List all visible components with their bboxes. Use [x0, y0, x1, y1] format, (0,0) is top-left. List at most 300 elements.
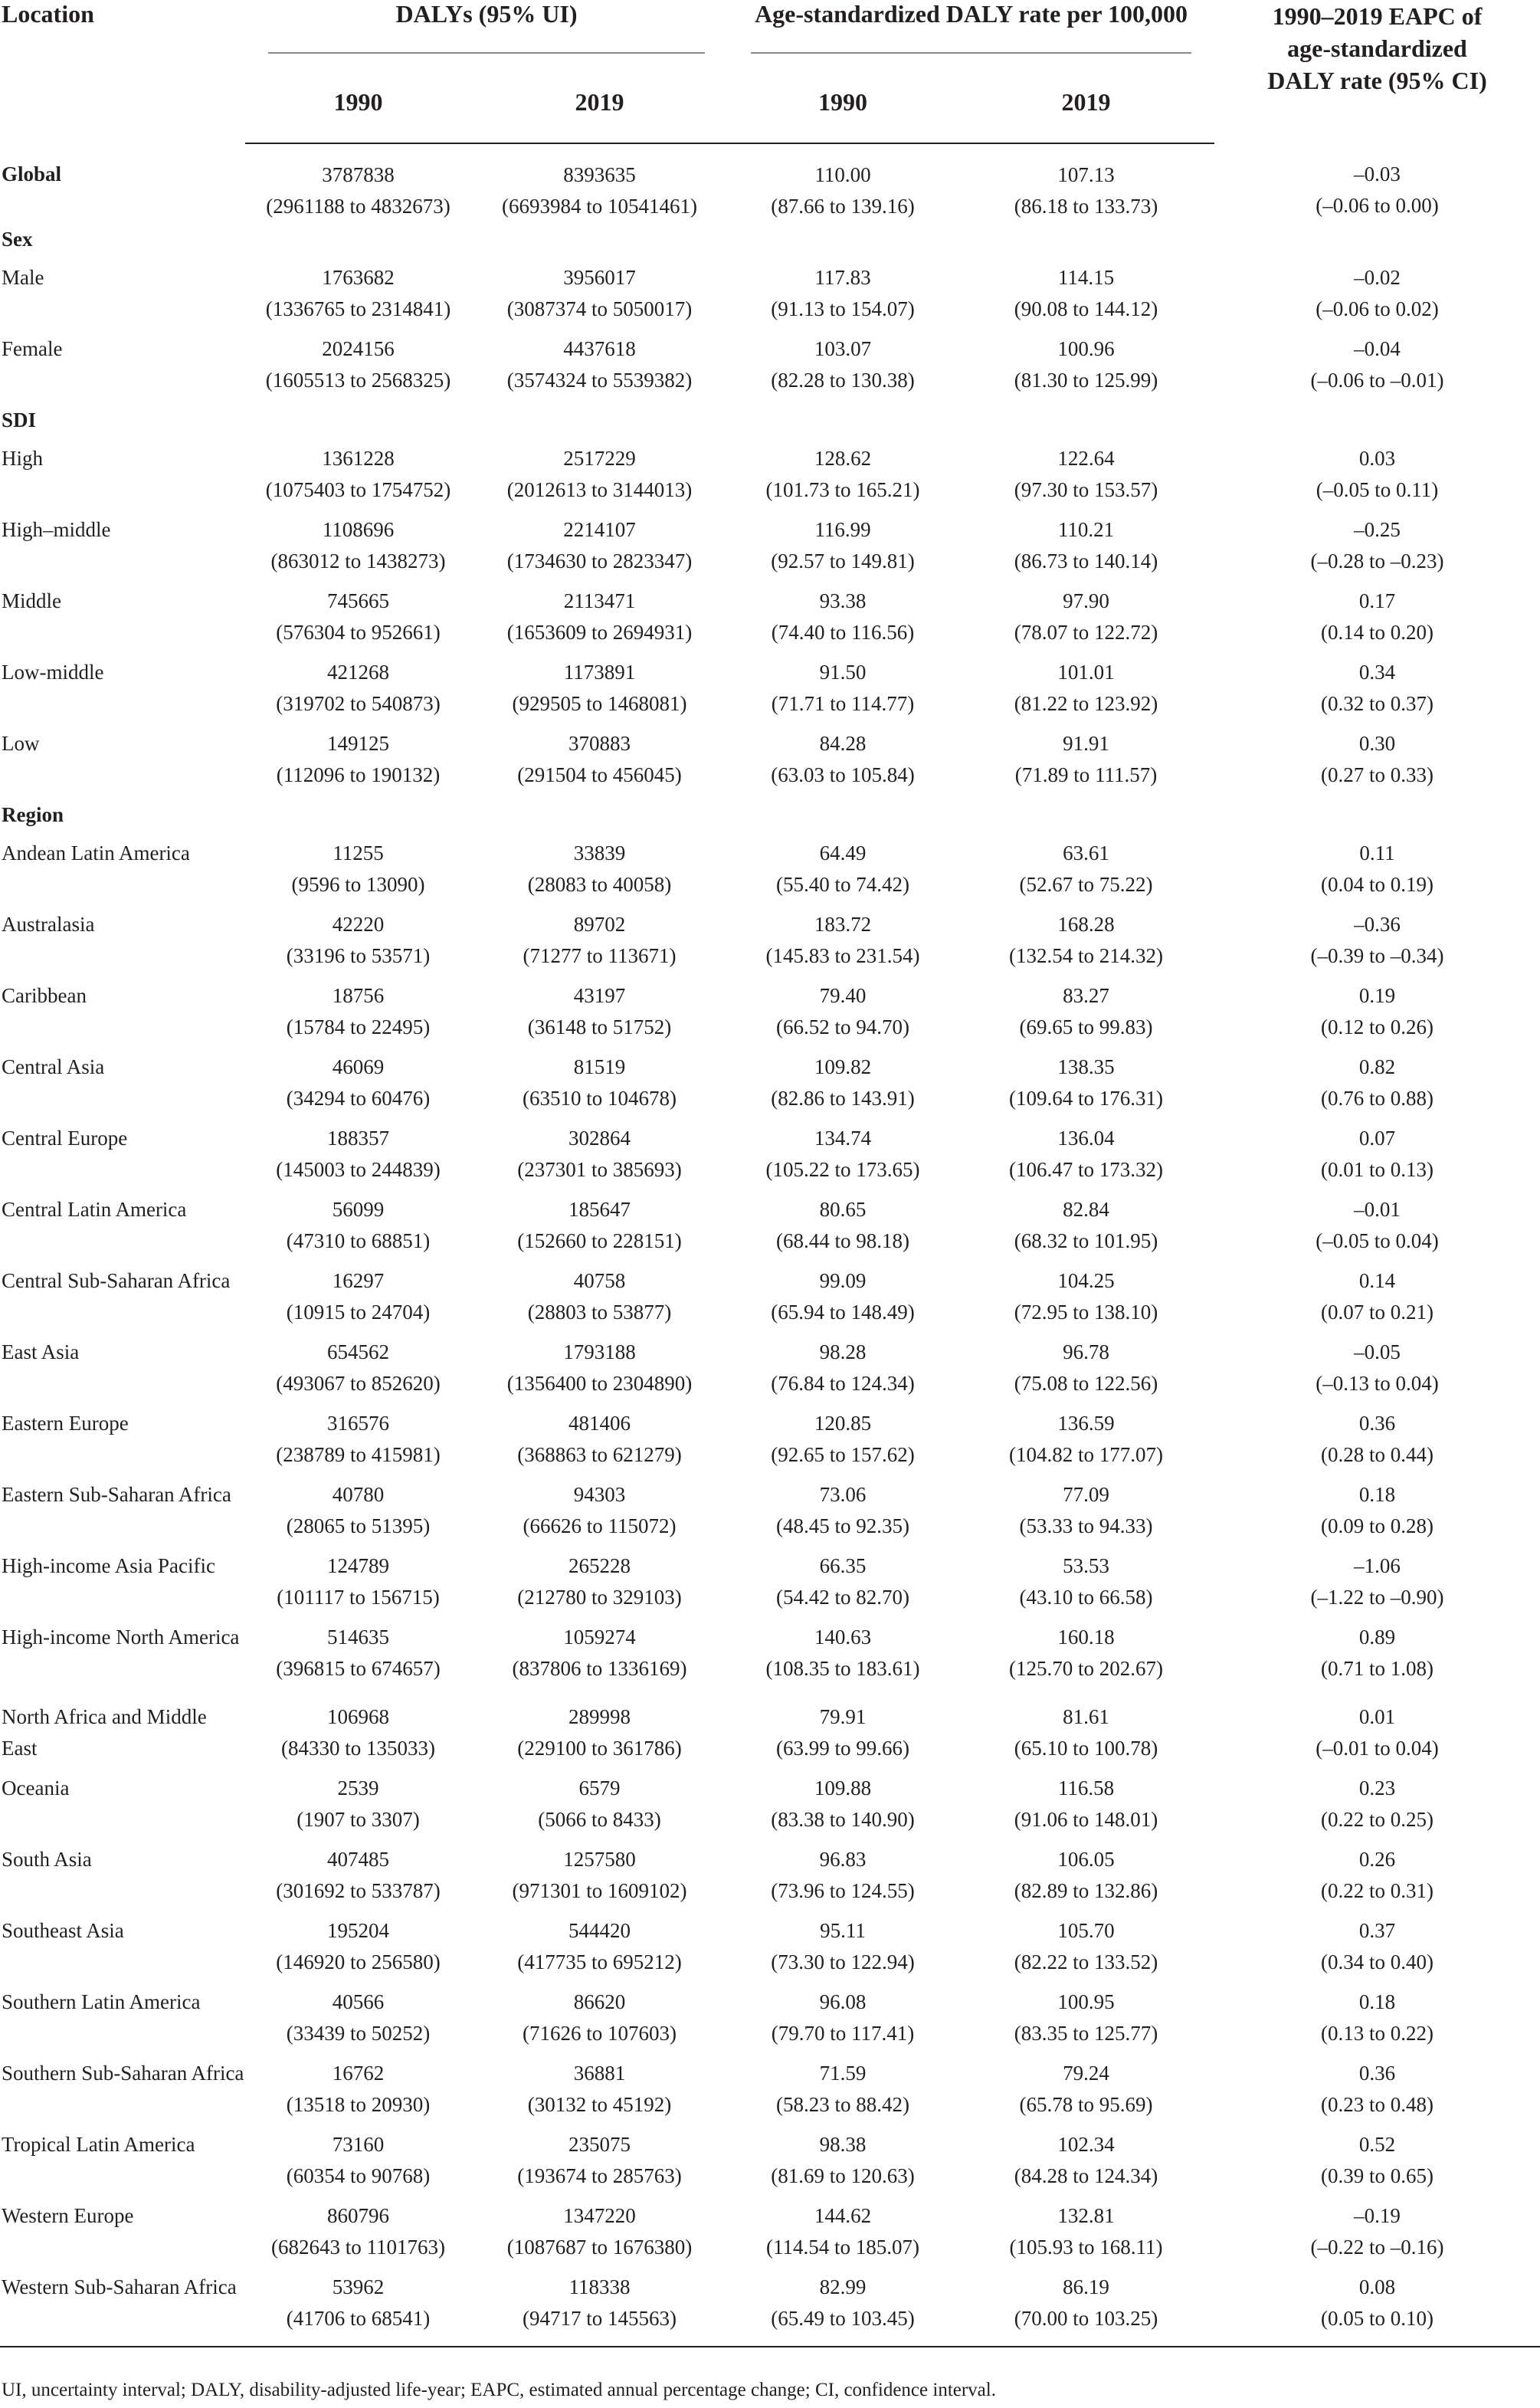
value: 83.27 — [1063, 984, 1109, 1007]
dalys-2019-cell — [471, 2200, 728, 2272]
interval: (92.57 to 149.81) — [771, 550, 915, 572]
interval: (9596 to 13090) — [291, 873, 425, 896]
interval: (108.35 to 183.61) — [765, 1657, 920, 1680]
value: 101.01 — [1057, 661, 1115, 684]
interval: (76.84 to 124.34) — [771, 1372, 915, 1395]
interval: (91.06 to 148.01) — [1014, 1808, 1158, 1831]
interval: (33196 to 53571) — [286, 944, 431, 967]
interval: (2961188 to 4832673) — [266, 195, 451, 218]
location-cell: East Asia — [2, 1340, 80, 1363]
rate-1990-cell — [728, 1479, 958, 1550]
interval: (73.96 to 124.55) — [771, 1879, 915, 1902]
header-rate-group: Age-standardized DALY rate per 100,000 — [728, 0, 1214, 54]
interval: (3574324 to 5539382) — [506, 369, 693, 392]
value: 128.62 — [814, 447, 872, 470]
rate-1990-cell — [728, 980, 958, 1051]
eapc-cell — [1214, 1844, 1540, 1915]
table-row — [0, 1773, 1540, 1844]
value: 481406 — [568, 1412, 631, 1435]
value: 95.11 — [820, 1919, 866, 1942]
value: 745665 — [327, 589, 389, 612]
dalys-1990-cell — [245, 1986, 471, 2058]
value: 2113471 — [563, 589, 636, 612]
value: 0.23 — [1358, 1776, 1396, 1799]
spacer-row — [0, 1693, 1540, 1701]
value: 107.13 — [1057, 163, 1115, 186]
eapc-cell — [1214, 1986, 1540, 2058]
value: 544420 — [568, 1919, 631, 1942]
value: 185647 — [568, 1198, 631, 1221]
eapc-cell — [1214, 1051, 1540, 1123]
interval: (0.22 to 0.25) — [1321, 1808, 1434, 1831]
location-cell: Caribbean — [2, 984, 87, 1007]
value: 124789 — [327, 1554, 389, 1577]
eapc-cell — [1214, 1622, 1540, 1693]
interval: (–0.06 to 0.00) — [1316, 194, 1439, 217]
table-row — [0, 1915, 1540, 1986]
value: 6579 — [578, 1776, 621, 1799]
rate-1990-cell — [728, 1550, 958, 1622]
interval: (0.13 to 0.22) — [1321, 2022, 1434, 2045]
dalys-2019-cell — [471, 2272, 728, 2347]
interval: (78.07 to 122.72) — [1014, 621, 1158, 644]
rate-1990-cell — [728, 728, 958, 799]
interval: (84.28 to 124.34) — [1014, 2164, 1158, 2187]
interval: (1087687 to 1676380) — [506, 2236, 693, 2259]
rate-1990-cell — [728, 1622, 958, 1693]
dalys-2019-cell — [471, 1844, 728, 1915]
value: 109.82 — [814, 1055, 872, 1078]
table-row — [0, 1194, 1540, 1265]
eapc-cell — [1214, 333, 1540, 405]
interval: (34294 to 60476) — [286, 1087, 431, 1110]
interval: (3087374 to 5050017) — [506, 297, 693, 320]
rate-2019-cell — [958, 2058, 1214, 2129]
table-row — [0, 1051, 1540, 1123]
dalys-2019-cell — [471, 1051, 728, 1123]
eapc-cell — [1214, 1194, 1540, 1265]
value: 0.17 — [1358, 589, 1396, 612]
interval: (368863 to 621279) — [517, 1443, 682, 1466]
interval: (–0.39 to –0.34) — [1310, 944, 1444, 967]
interval: (86.18 to 133.73) — [1014, 195, 1158, 218]
interval: (1356400 to 2304890) — [506, 1372, 693, 1395]
value: 860796 — [327, 2204, 389, 2227]
dalys-2019-cell — [471, 1479, 728, 1550]
value: 1763682 — [322, 266, 395, 289]
value: 8393635 — [563, 163, 636, 186]
dalys-1990-cell — [245, 1701, 471, 1773]
dalys-2019-cell — [471, 443, 728, 514]
interval: (86.73 to 140.14) — [1014, 550, 1158, 572]
value: 421268 — [327, 661, 389, 684]
eapc-cell — [1214, 2129, 1540, 2200]
value: 0.30 — [1358, 732, 1396, 755]
dalys-2019-cell — [471, 909, 728, 980]
interval: (71626 to 107603) — [523, 2022, 677, 2045]
interval: (66626 to 115072) — [523, 1514, 677, 1537]
location-cell: High-income Asia Pacific — [2, 1554, 215, 1577]
interval: (0.71 to 1.08) — [1321, 1657, 1434, 1680]
interval: (1336765 to 2314841) — [265, 297, 451, 320]
interval: (417735 to 695212) — [517, 1950, 682, 1973]
interval: (152660 to 228151) — [517, 1229, 682, 1252]
interval: (5066 to 8433) — [538, 1808, 661, 1831]
interval: (109.64 to 176.31) — [1009, 1087, 1163, 1110]
interval: (0.32 to 0.37) — [1321, 692, 1434, 715]
interval: (43.10 to 66.58) — [1019, 1586, 1153, 1609]
rate-2019-cell — [958, 1479, 1214, 1550]
interval: (0.28 to 0.44) — [1321, 1443, 1434, 1466]
interval: (33439 to 50252) — [286, 2022, 431, 2045]
rate-1990-cell — [728, 1194, 958, 1265]
interval: (929505 to 1468081) — [512, 692, 687, 715]
dalys-1990-cell — [245, 2272, 471, 2347]
location-cell: Western Sub-Saharan Africa — [0, 2272, 245, 2347]
value: –0.36 — [1354, 913, 1401, 936]
interval: (576304 to 952661) — [276, 621, 441, 644]
interval: (1653609 to 2694931) — [506, 621, 693, 644]
value: 97.90 — [1063, 589, 1109, 612]
location-cell: Low — [2, 732, 40, 755]
value: 106968 — [327, 1705, 389, 1728]
location-cell: High–middle — [2, 518, 111, 541]
value: 73.06 — [819, 1483, 867, 1506]
location-cell: Central Latin America — [2, 1198, 187, 1221]
header-rate-1990: 1990 — [728, 54, 958, 143]
value: 64.49 — [819, 841, 867, 864]
value: 0.19 — [1358, 984, 1396, 1007]
value: 86620 — [573, 1990, 626, 2013]
value: 3787838 — [322, 163, 395, 186]
rate-2019-cell — [958, 1622, 1214, 1693]
interval: (71277 to 113671) — [523, 944, 677, 967]
eapc-cell — [1214, 586, 1540, 657]
dalys-2019-cell — [471, 2129, 728, 2200]
interval: (60354 to 90768) — [286, 2164, 431, 2187]
section-label: SDI — [2, 408, 37, 431]
value: 43197 — [573, 984, 626, 1007]
table-row — [0, 333, 1540, 405]
value: 116.99 — [814, 518, 871, 541]
value: 114.15 — [1057, 266, 1115, 289]
interval: (0.76 to 0.88) — [1321, 1087, 1434, 1110]
value: 183.72 — [814, 913, 872, 936]
value: 117.83 — [814, 266, 871, 289]
interval: (68.32 to 101.95) — [1014, 1229, 1158, 1252]
location-cell: Middle — [2, 589, 61, 612]
interval: (0.23 to 0.48) — [1321, 2093, 1434, 2116]
rate-2019-cell — [958, 514, 1214, 586]
value: 99.09 — [819, 1269, 867, 1292]
interval: (92.65 to 157.62) — [771, 1443, 915, 1466]
location-cell: High-income North America — [2, 1626, 240, 1649]
dalys-2019-cell — [471, 1408, 728, 1479]
value: 654562 — [327, 1340, 389, 1363]
dalys-1990-cell — [245, 838, 471, 909]
value: 81.61 — [1063, 1705, 1109, 1728]
table-row — [0, 1844, 1540, 1915]
value: 42220 — [332, 913, 385, 936]
section-label: Sex — [2, 228, 33, 251]
rate-1990-cell — [728, 1701, 958, 1773]
interval: (70.00 to 103.25) — [1014, 2307, 1158, 2330]
rate-2019-cell — [958, 657, 1214, 728]
table-row — [0, 443, 1540, 514]
interval: (6693984 to 10541461) — [502, 195, 697, 218]
rate-2019-cell — [958, 1051, 1214, 1123]
interval: (82.86 to 143.91) — [771, 1087, 915, 1110]
interval: (71.71 to 114.77) — [771, 692, 915, 715]
section-row — [0, 224, 1540, 262]
rate-1990-cell — [728, 1051, 958, 1123]
interval: (1075403 to 1754752) — [265, 478, 451, 501]
interval: (–0.06 to 0.02) — [1316, 297, 1439, 320]
interval: (101117 to 156715) — [277, 1586, 440, 1609]
rate-1990-cell — [728, 1123, 958, 1194]
rate-2019-cell — [958, 1773, 1214, 1844]
interval: (68.44 to 98.18) — [776, 1229, 909, 1252]
dalys-1990-cell — [245, 1550, 471, 1622]
table-row — [0, 2200, 1540, 2272]
value: 120.85 — [814, 1412, 872, 1435]
value: 53.53 — [1063, 1554, 1109, 1577]
dalys-2019-cell — [471, 1337, 728, 1408]
value: –1.06 — [1354, 1554, 1401, 1577]
dalys-1990-cell — [245, 2058, 471, 2129]
rate-2019-cell — [958, 1337, 1214, 1408]
rate-2019-cell — [958, 1265, 1214, 1337]
interval: (79.70 to 117.41) — [771, 2022, 915, 2045]
rate-2019-cell — [958, 1408, 1214, 1479]
value: 0.18 — [1358, 1483, 1396, 1506]
interval: (83.35 to 125.77) — [1014, 2022, 1158, 2045]
interval: (0.01 to 0.13) — [1321, 1158, 1434, 1181]
rate-2019-cell — [958, 1550, 1214, 1622]
interval: (112096 to 190132) — [276, 763, 441, 786]
interval: (87.66 to 139.16) — [771, 195, 915, 218]
dalys-1990-cell — [245, 2129, 471, 2200]
interval: (396815 to 674657) — [276, 1657, 441, 1680]
value: 79.91 — [819, 1705, 867, 1728]
footnote: UI, uncertainty interval; DALY, disability-adjusted life-year; EAPC, estimated annual percentage change; CI, confidence interval. — [2, 2380, 996, 2400]
value: 132.81 — [1057, 2204, 1115, 2227]
dalys-2019-cell — [471, 1701, 728, 1773]
interval: (682643 to 1101763) — [271, 2236, 445, 2259]
value: 1108696 — [322, 518, 395, 541]
value: 195204 — [327, 1919, 389, 1942]
value: 105.70 — [1057, 1919, 1115, 1942]
value: 96.83 — [819, 1848, 867, 1871]
interval: (–0.13 to 0.04) — [1316, 1372, 1439, 1395]
value: 149125 — [327, 732, 389, 755]
interval: (145.83 to 231.54) — [765, 944, 920, 967]
interval: (84330 to 135033) — [281, 1737, 435, 1760]
value: 100.95 — [1057, 1990, 1115, 2013]
dalys-1990-cell — [245, 143, 471, 224]
eapc-cell — [1214, 514, 1540, 586]
value: 40780 — [332, 1483, 385, 1506]
table-row — [0, 1986, 1540, 2058]
value: 289998 — [568, 1705, 631, 1728]
table-body — [0, 143, 1540, 2347]
eapc-cell — [1214, 728, 1540, 799]
header-rate-2019: 2019 — [958, 54, 1214, 143]
rate-2019-cell — [958, 1194, 1214, 1265]
interval: (65.49 to 103.45) — [771, 2307, 915, 2330]
dalys-1990-cell — [245, 2200, 471, 2272]
eapc-cell — [1214, 1773, 1540, 1844]
value: 11255 — [333, 841, 384, 864]
location-cell: Central Europe — [2, 1127, 128, 1150]
value: 73160 — [332, 2133, 385, 2156]
interval: (65.94 to 148.49) — [771, 1301, 915, 1324]
location-cell: Tropical Latin America — [2, 2133, 195, 2156]
value: 160.18 — [1057, 1626, 1115, 1649]
value: 102.34 — [1057, 2133, 1115, 2156]
value: 56099 — [332, 1198, 385, 1221]
location-cell: Global — [2, 162, 62, 185]
interval: (0.34 to 0.40) — [1321, 1950, 1434, 1973]
rate-1990-cell — [728, 333, 958, 405]
location-cell: Eastern Sub-Saharan Africa — [2, 1483, 231, 1506]
value: –0.01 — [1354, 1198, 1401, 1221]
location-cell: Andean Latin America — [2, 841, 190, 864]
eapc-cell — [1214, 443, 1540, 514]
rate-2019-cell — [958, 2200, 1214, 2272]
interval: (82.28 to 130.38) — [771, 369, 915, 392]
interval: (229100 to 361786) — [517, 1737, 682, 1760]
interval: (54.42 to 82.70) — [776, 1586, 909, 1609]
value: 104.25 — [1057, 1269, 1115, 1292]
interval: (237301 to 385693) — [517, 1158, 682, 1181]
rate-1990-cell — [728, 143, 958, 224]
dalys-1990-cell — [245, 1622, 471, 1693]
dalys-1990-cell — [245, 1194, 471, 1265]
location-cell: Central Asia — [2, 1055, 105, 1078]
dalys-2019-cell — [471, 1915, 728, 1986]
interval: (114.54 to 185.07) — [766, 2236, 919, 2259]
interval: (0.22 to 0.31) — [1321, 1879, 1434, 1902]
interval: (73.30 to 122.94) — [771, 1950, 915, 1973]
location-cell: South Asia — [2, 1848, 92, 1871]
value: 0.14 — [1358, 1269, 1396, 1292]
interval: (–0.01 to 0.04) — [1316, 1737, 1439, 1760]
value: 96.78 — [1063, 1340, 1109, 1363]
value: 0.11 — [1359, 841, 1395, 864]
rate-2019-cell — [958, 1844, 1214, 1915]
value: 168.28 — [1057, 913, 1115, 936]
interval: (15784 to 22495) — [286, 1015, 431, 1038]
location-cell: North Africa and Middle East — [2, 1705, 207, 1760]
interval: (125.70 to 202.67) — [1009, 1657, 1163, 1680]
value: 82.84 — [1063, 1198, 1109, 1221]
rate-2019-cell — [958, 143, 1214, 224]
rate-1990-cell — [728, 1265, 958, 1337]
eapc-cell — [1214, 980, 1540, 1051]
value: 79.24 — [1063, 2062, 1109, 2085]
dalys-1990-cell — [245, 1123, 471, 1194]
value: 1361228 — [322, 447, 395, 470]
table-row — [0, 1701, 1540, 1773]
rate-2019-cell — [958, 1986, 1214, 2058]
rate-1990-cell — [728, 838, 958, 909]
table-row — [0, 1479, 1540, 1550]
interval: (28803 to 53877) — [527, 1301, 672, 1324]
dalys-2019-cell — [471, 657, 728, 728]
rate-1990-cell — [728, 443, 958, 514]
value: 0.01 — [1358, 1705, 1396, 1728]
dalys-1990-cell — [245, 909, 471, 980]
interval: (63.99 to 99.66) — [776, 1737, 909, 1760]
interval: (81.69 to 120.63) — [771, 2164, 915, 2187]
value: 235075 — [568, 2133, 631, 2156]
value: 16762 — [332, 2062, 385, 2085]
eapc-cell — [1214, 1337, 1540, 1408]
eapc-cell — [1214, 2058, 1540, 2129]
interval: (97.30 to 153.57) — [1014, 478, 1158, 501]
value: 80.65 — [819, 1198, 867, 1221]
dalys-2019-cell — [471, 1773, 728, 1844]
interval: (10915 to 24704) — [286, 1301, 431, 1324]
interval: (30132 to 45192) — [527, 2093, 672, 2116]
location-cell: Female — [2, 337, 63, 360]
eapc-cell — [1214, 2200, 1540, 2272]
eapc-cell — [1214, 1550, 1540, 1622]
value: 94303 — [573, 1483, 626, 1506]
value: 138.35 — [1057, 1055, 1115, 1078]
value: 0.03 — [1358, 447, 1396, 470]
dalys-1990-cell — [245, 1265, 471, 1337]
interval: (–0.06 to –0.01) — [1310, 369, 1444, 392]
rate-2019-cell — [958, 909, 1214, 980]
header-dalys-group: DALYs (95% UI) — [245, 0, 728, 54]
interval: (1907 to 3307) — [297, 1808, 420, 1831]
dalys-1990-cell — [245, 1915, 471, 1986]
dalys-1990-cell — [245, 514, 471, 586]
interval: (48.45 to 92.35) — [776, 1514, 909, 1537]
rate-1990-cell — [728, 1408, 958, 1479]
value: 100.96 — [1057, 337, 1115, 360]
value: 40758 — [573, 1269, 626, 1292]
rate-1990-cell — [728, 1986, 958, 2058]
dalys-1990-cell — [245, 1408, 471, 1479]
interval: (319702 to 540873) — [276, 692, 441, 715]
value: 16297 — [332, 1269, 385, 1292]
interval: (90.08 to 144.12) — [1014, 297, 1158, 320]
interval: (291504 to 456045) — [517, 763, 682, 786]
interval: (0.09 to 0.28) — [1321, 1514, 1434, 1537]
rate-2019-cell — [958, 2129, 1214, 2200]
value: –0.04 — [1354, 337, 1401, 360]
value: 1257580 — [563, 1848, 636, 1871]
rate-2019-cell — [958, 980, 1214, 1051]
dalys-1990-cell — [245, 1844, 471, 1915]
rate-2019-cell — [958, 1123, 1214, 1194]
value: 110.00 — [814, 163, 871, 186]
rate-2019-cell — [958, 262, 1214, 333]
rate-1990-cell — [728, 2129, 958, 2200]
dalys-2019-cell — [471, 514, 728, 586]
location-cell: Male — [2, 266, 44, 289]
dalys-1990-cell — [245, 1479, 471, 1550]
interval: (47310 to 68851) — [286, 1229, 431, 1252]
interval: (0.14 to 0.20) — [1321, 621, 1434, 644]
dalys-2019-cell — [471, 980, 728, 1051]
value: 98.28 — [819, 1340, 867, 1363]
interval: (1734630 to 2823347) — [506, 550, 693, 572]
interval: (106.47 to 173.32) — [1009, 1158, 1163, 1181]
